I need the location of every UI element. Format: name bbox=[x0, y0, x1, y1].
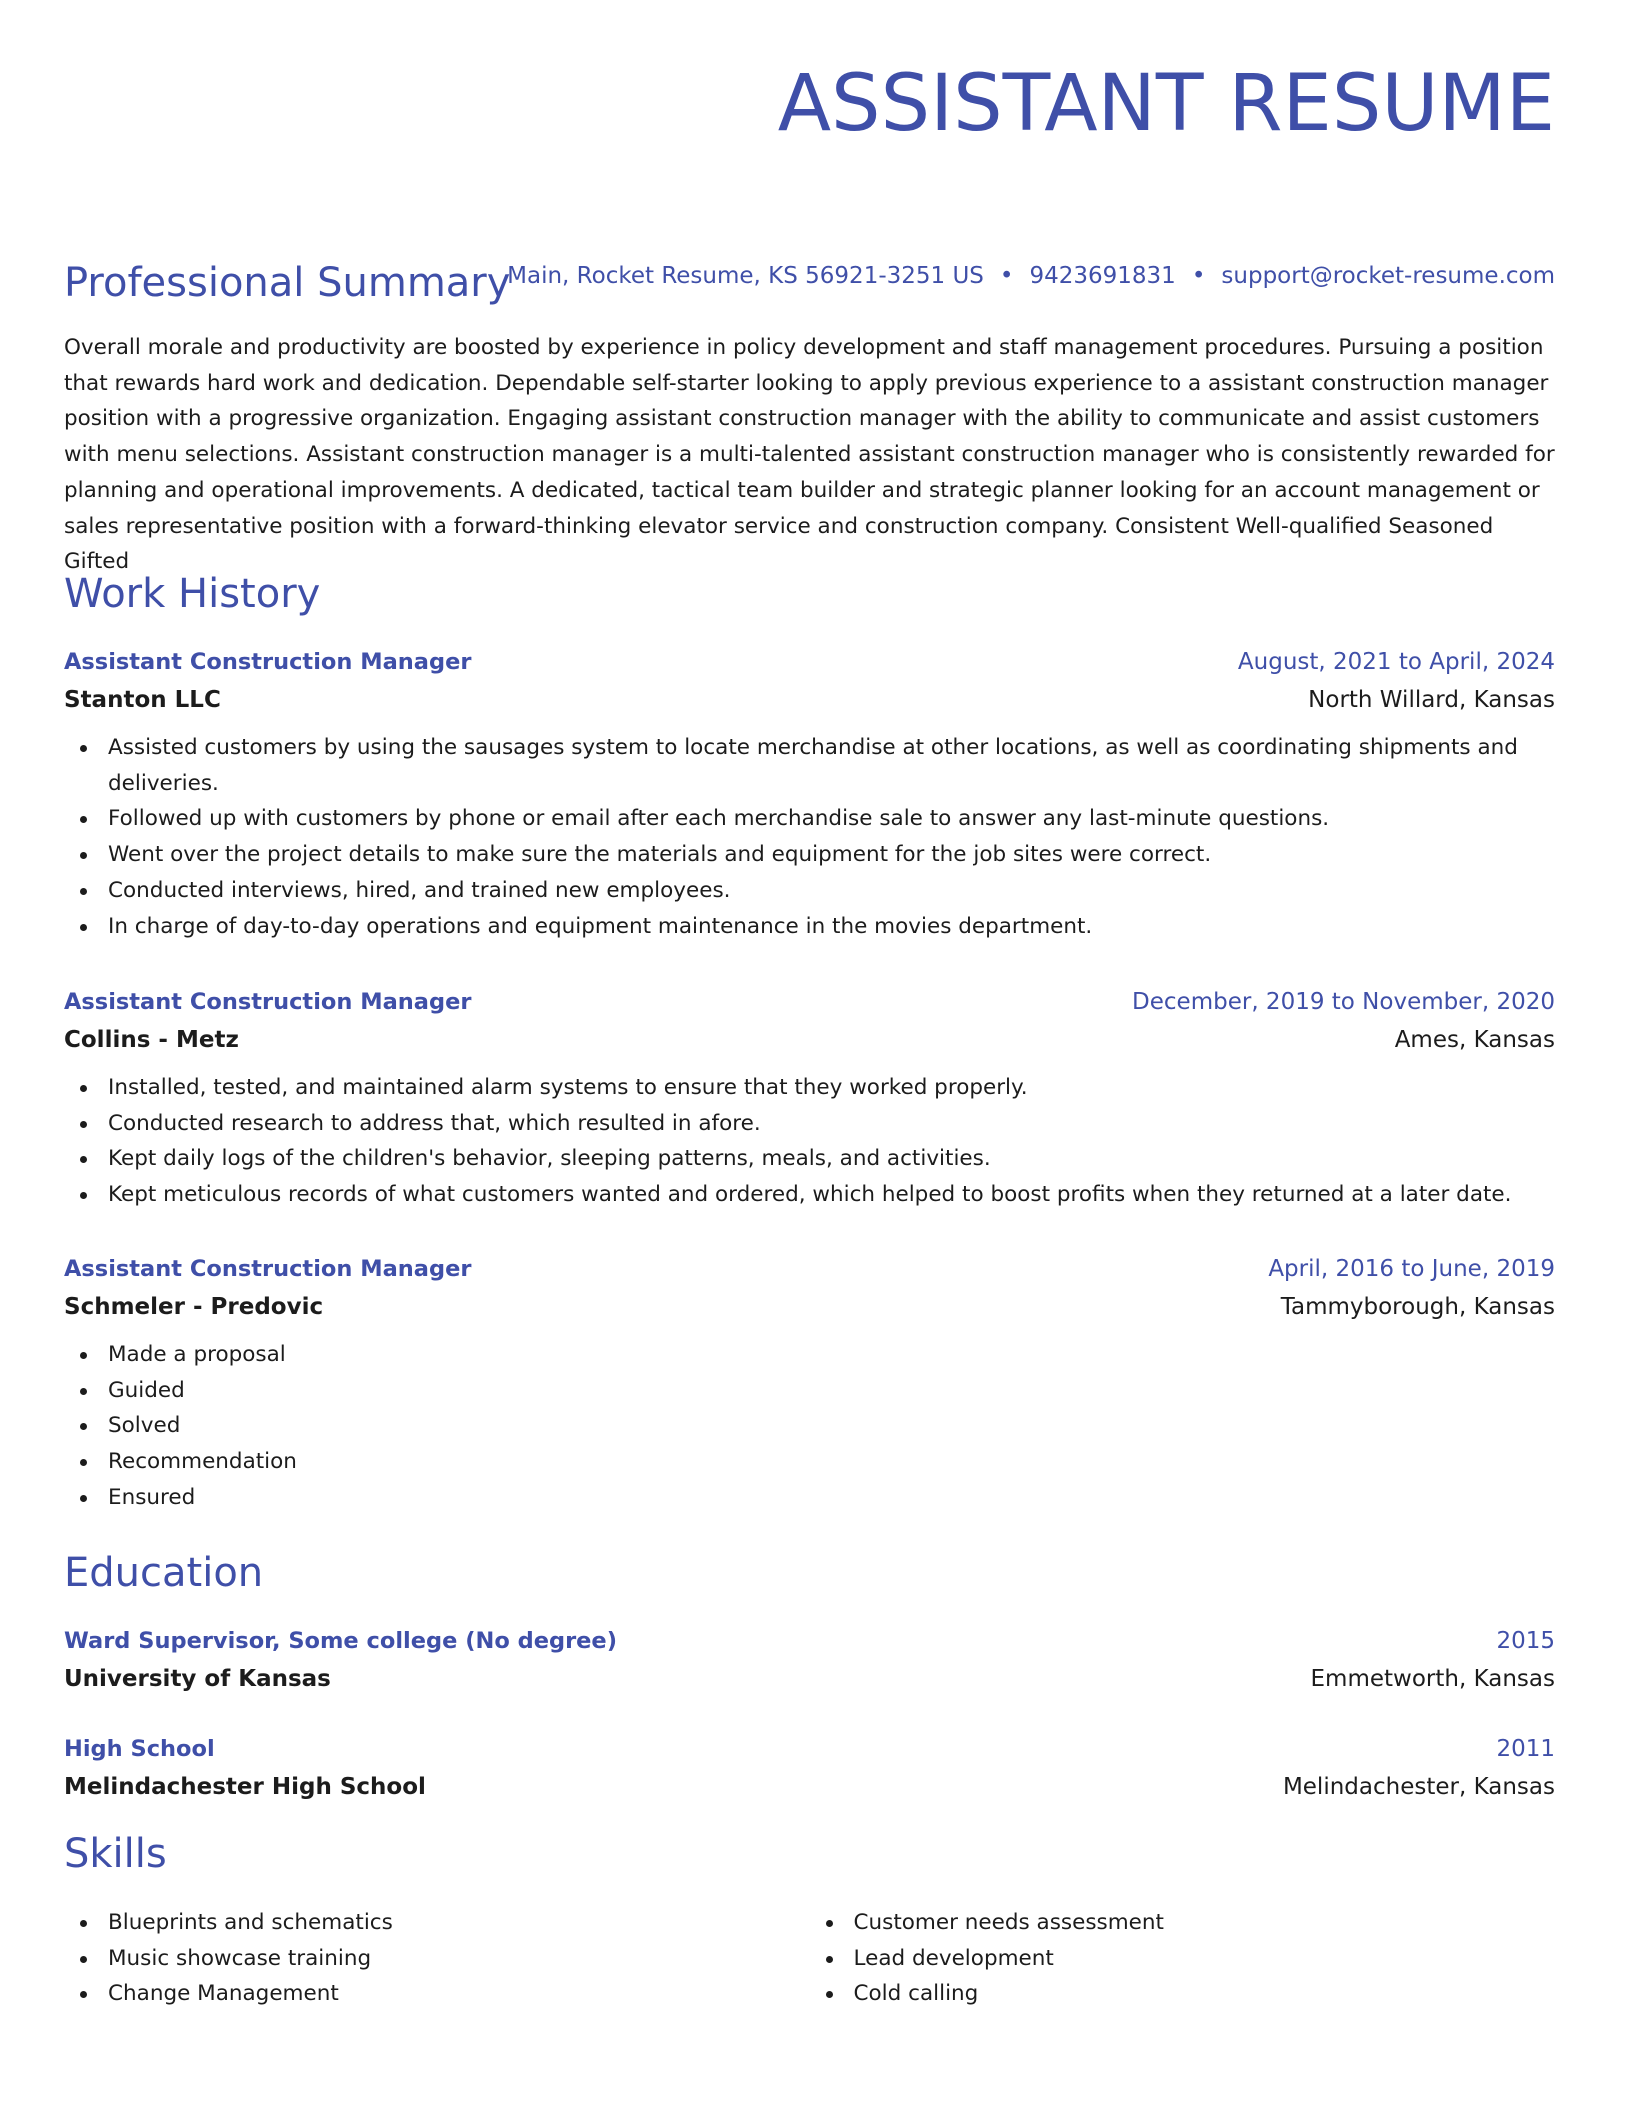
education-degree: Ward Supervisor, Some college (No degree) bbox=[64, 1628, 617, 1654]
resume-title: ASSISTANT RESUME bbox=[777, 59, 1555, 149]
job-bullets bbox=[64, 1337, 1555, 1516]
list-item: Guided bbox=[108, 1373, 1555, 1409]
work-heading-wrap bbox=[64, 569, 1555, 619]
list-item: Ensured bbox=[108, 1480, 1555, 1516]
list-item: Followed up with customers by phone or email after each merchandise sale to answer any last-minute questions. bbox=[108, 801, 1558, 837]
contact-separator: • bbox=[1191, 263, 1206, 289]
contact-phone[interactable]: 9423691831 bbox=[1029, 263, 1176, 289]
job-location: Tammyborough, Kansas bbox=[1280, 1294, 1555, 1320]
job-header bbox=[64, 1253, 1555, 1285]
education-heading: Education bbox=[64, 1550, 264, 1596]
job-subheader bbox=[64, 1024, 1555, 1056]
job-dates: April, 2016 to June, 2019 bbox=[1268, 1256, 1555, 1282]
job-location: Ames, Kansas bbox=[1394, 1027, 1555, 1053]
summary-text: Overall morale and productivity are boosted by experience in policy development and staff management procedures. Pursuing a position that rewards hard work and dedication. Dependable self-starter looking to apply previous experience to a assistant construction manager position with a progressive organization. Engaging assistant construction manager with the ability to communicate and assist customers with menu selections. Assistant construction manager is a multi-talented assistant construction manager who is consistently rewarded for planning and operational improvements. A dedicated, tactical team builder and strategic planner looking for an account management or sales representative position with a forward-thinking elevator service and construction company. Consistent Well-qualified Seasoned Gifted bbox=[64, 335, 1555, 575]
education-subheader bbox=[64, 1663, 1555, 1695]
list-item: In charge of day-to-day operations and equipment maintenance in the movies department. bbox=[108, 909, 1558, 945]
skill-item: Lead development bbox=[854, 1941, 1556, 1977]
list-item: Solved bbox=[108, 1408, 1555, 1444]
job-entry bbox=[64, 986, 1555, 1213]
education-header bbox=[64, 1625, 1555, 1657]
job-entry bbox=[64, 1253, 1555, 1516]
job-header bbox=[64, 986, 1555, 1018]
summary-heading: Professional Summary bbox=[64, 260, 511, 306]
job-subheader bbox=[64, 684, 1555, 716]
education-entry bbox=[64, 1733, 1555, 1803]
list-item: Conducted interviews, hired, and trained new employees. bbox=[108, 873, 1558, 909]
contact-separator: • bbox=[999, 263, 1014, 289]
education-degree: High School bbox=[64, 1736, 215, 1762]
job-bullets bbox=[64, 730, 1558, 944]
list-item: Made a proposal bbox=[108, 1337, 1555, 1373]
list-item: Assisted customers by using the sausages system to locate merchandise at other locations, as well as coordinating shipments and deliveries. bbox=[108, 730, 1558, 801]
education-year: 2015 bbox=[1496, 1628, 1555, 1654]
job-entry bbox=[64, 646, 1555, 944]
education-year: 2011 bbox=[1496, 1736, 1555, 1762]
education-header bbox=[64, 1733, 1555, 1765]
summary-section bbox=[64, 258, 1555, 308]
skill-item: Change Management bbox=[108, 1976, 810, 2012]
education-location: Emmetworth, Kansas bbox=[1310, 1666, 1555, 1692]
job-header bbox=[64, 646, 1555, 678]
job-dates: December, 2019 to November, 2020 bbox=[1132, 989, 1555, 1015]
job-title: Assistant Construction Manager bbox=[64, 649, 472, 675]
education-subheader bbox=[64, 1771, 1555, 1803]
list-item: Recommendation bbox=[108, 1444, 1555, 1480]
skills-list-left bbox=[64, 1905, 810, 2012]
job-company: Schmeler - Predovic bbox=[64, 1294, 324, 1320]
skill-item: Music showcase training bbox=[108, 1941, 810, 1977]
education-entry bbox=[64, 1625, 1555, 1695]
list-item: Kept meticulous records of what customers wanted and ordered, which helped to boost profits when they returned at a later date. bbox=[108, 1177, 1555, 1213]
skills-heading-wrap bbox=[64, 1829, 1555, 1879]
summary-body bbox=[64, 330, 1555, 580]
job-subheader bbox=[64, 1291, 1555, 1323]
list-item: Kept daily logs of the children's behavior, sleeping patterns, meals, and activities. bbox=[108, 1141, 1555, 1177]
job-title: Assistant Construction Manager bbox=[64, 1256, 472, 1282]
skill-item: Cold calling bbox=[854, 1976, 1556, 2012]
job-company: Collins - Metz bbox=[64, 1027, 239, 1053]
list-item: Conducted research to address that, which resulted in afore. bbox=[108, 1106, 1555, 1142]
job-dates: August, 2021 to April, 2024 bbox=[1237, 649, 1555, 675]
work-history-heading: Work History bbox=[64, 571, 321, 617]
skill-item: Customer needs assessment bbox=[854, 1905, 1556, 1941]
skill-item: Blueprints and schematics bbox=[108, 1905, 810, 1941]
education-heading-wrap bbox=[64, 1548, 1555, 1598]
job-title: Assistant Construction Manager bbox=[64, 989, 472, 1015]
job-location: North Willard, Kansas bbox=[1308, 687, 1555, 713]
education-location: Melindachester, Kansas bbox=[1282, 1774, 1555, 1800]
list-item: Went over the project details to make sure the materials and equipment for the job sites were correct. bbox=[108, 837, 1558, 873]
contact-address: Main, Rocket Resume, KS 56921-3251 US bbox=[507, 263, 984, 289]
education-school: Melindachester High School bbox=[64, 1774, 426, 1800]
contact-email[interactable]: support@rocket-resume.com bbox=[1221, 263, 1555, 289]
skills-list-right bbox=[810, 1905, 1556, 2012]
job-bullets bbox=[64, 1070, 1555, 1213]
skills-heading: Skills bbox=[64, 1831, 167, 1877]
skills-columns bbox=[64, 1905, 1555, 2012]
list-item: Installed, tested, and maintained alarm systems to ensure that they worked properly. bbox=[108, 1070, 1555, 1106]
education-school: University of Kansas bbox=[64, 1666, 331, 1692]
job-company: Stanton LLC bbox=[64, 687, 221, 713]
